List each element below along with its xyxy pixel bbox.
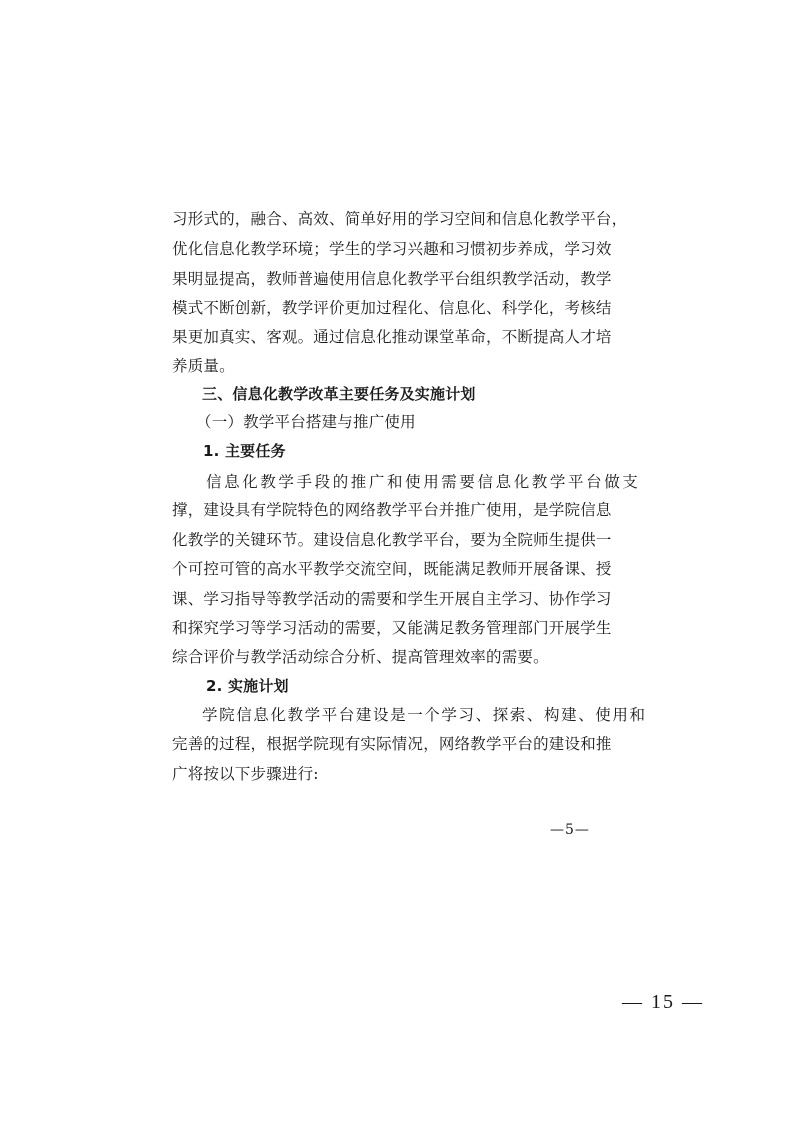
paragraph-line: 模式不断创新，教学评价更加过程化、信息化、科学化，考核结	[172, 299, 612, 317]
paragraph-line: 果更加真实、客观。通过信息化推动课堂革命，不断提高人才培	[172, 328, 612, 346]
paragraph-line: 养质量。	[172, 357, 235, 375]
paragraph-line: 广将按以下步骤进行:	[172, 765, 319, 783]
paragraph-line: 优化信息化教学环境；学生的学习兴趣和习惯初步养成，学习效	[172, 240, 612, 258]
paragraph-line: 个可控可管的高水平教学交流空间，既能满足教师开展备课、授	[172, 560, 612, 578]
paragraph-line: 化教学的关键环节。建设信息化教学平台，要为全院师生提供一	[172, 531, 612, 549]
item-heading: 2. 实施计划	[206, 677, 289, 695]
inner-page-number: —5—	[550, 822, 590, 838]
paragraph-line: 果明显提高，教师普遍使用信息化教学平台组织教学活动，教学	[172, 270, 612, 288]
paragraph-line: 综合评价与教学活动综合分析、提高管理效率的需要。	[172, 648, 549, 666]
paragraph-line: 学院信息化教学平台建设是一个学习、探索、构建、使用和	[202, 706, 647, 724]
paragraph-line: 课、学习指导等教学活动的需要和学生开展自主学习、协作学习	[172, 590, 612, 608]
paragraph-line: 习形式的，融合、高效、简单好用的学习空间和信息化教学平台，	[172, 210, 628, 228]
outer-page-number: — 15 —	[622, 991, 704, 1013]
subsection-heading: （一）教学平台搭建与推广使用	[196, 413, 416, 431]
paragraph-line: 和探究学习等学习活动的需要，又能满足教务管理部门开展学生	[172, 619, 612, 637]
paragraph-line: 撑，建设具有学院特色的网络教学平台并推广使用，是学院信息	[172, 501, 612, 519]
paragraph-line: 信息化教学手段的推广和使用需要信息化教学平台做支	[206, 473, 641, 491]
section-heading: 三、信息化教学改革主要任务及实施计划	[202, 385, 476, 403]
item-heading: 1. 主要任务	[203, 442, 286, 460]
paragraph-line: 完善的过程，根据学院现有实际情况，网络教学平台的建设和推	[172, 735, 612, 753]
